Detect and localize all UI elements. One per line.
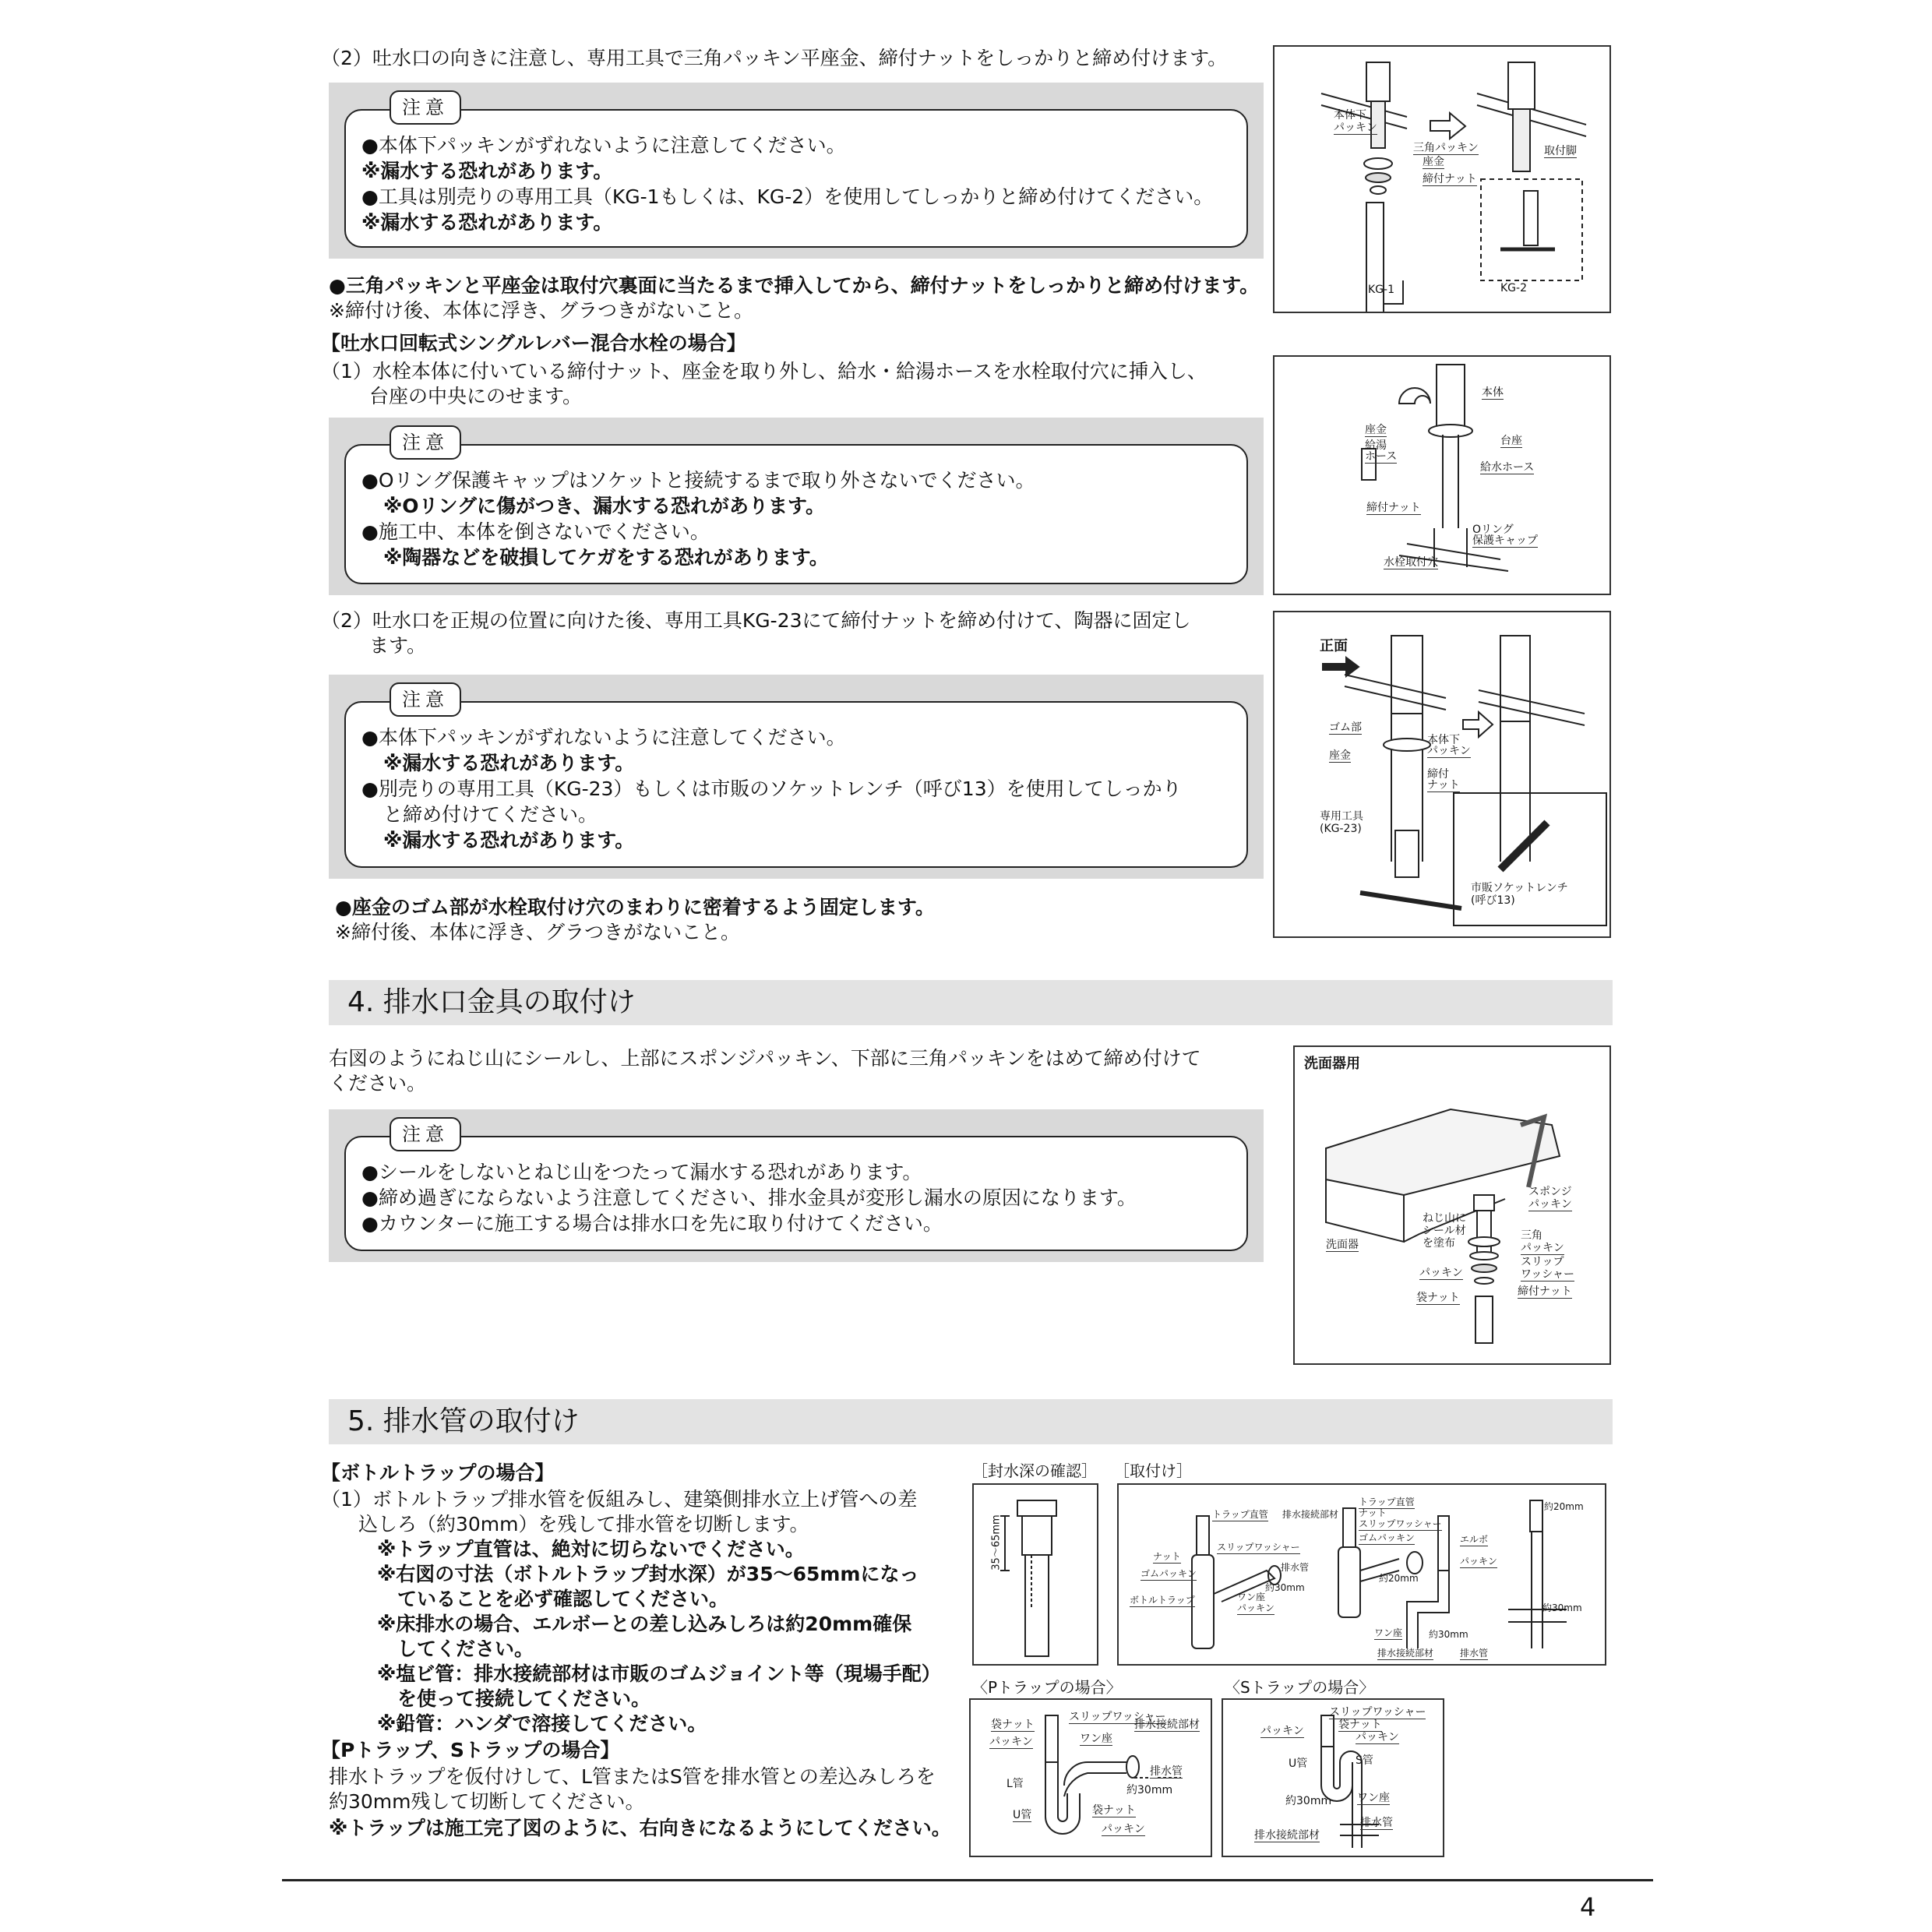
label: 排水接続部材 <box>1377 1648 1434 1659</box>
label: ナット <box>1427 779 1460 791</box>
step1-text: 台座の中央にのせます。 <box>369 385 583 407</box>
label: 袋ナット <box>1338 1719 1382 1731</box>
label: トラップ直管 <box>1212 1509 1268 1520</box>
step2b-text: （2）吐水口を正規の位置に向けた後、専用工具KG-23にて締付ナットを締め付けて、陶器に固定し <box>321 609 1191 632</box>
sec5-note: ※トラップ直管は、絶対に切らないでください。 <box>377 1538 805 1560</box>
label: スリップ <box>1521 1256 1564 1268</box>
label: 約30mm <box>1265 1582 1305 1593</box>
label: パッキン <box>1521 1242 1564 1254</box>
figure-kg23-install <box>1273 611 1611 938</box>
sec4-text: 右図のようにねじ山にシールし、上部にスポンジパッキン、下部に三角パッキンをはめて締め付けて <box>329 1047 1201 1070</box>
label: スポンジ <box>1528 1186 1572 1198</box>
label: 三角 <box>1521 1229 1542 1242</box>
label: 排水管 <box>1281 1562 1310 1573</box>
label: ねじ山に <box>1423 1212 1466 1225</box>
label: 袋ナット <box>991 1719 1035 1731</box>
sec4-text: ください。 <box>329 1072 427 1095</box>
label: パッキン <box>1260 1725 1304 1737</box>
note-text: ※締付け後、本体に浮き、グラつきがないこと。 <box>329 299 753 322</box>
sec5-note: してください。 <box>397 1638 534 1660</box>
sec5-text: 約30mm残して切断してください。 <box>329 1790 645 1813</box>
label: Oリング <box>1472 524 1514 536</box>
figure-rotary-faucet <box>1273 355 1611 595</box>
label: 取付脚 <box>1544 145 1577 157</box>
label: 洗面器 <box>1326 1239 1359 1251</box>
label: パッキン <box>1419 1267 1463 1279</box>
figure-title: ［封水深の確認］ <box>972 1461 1097 1480</box>
caution-line: ●本体下パッキンがずれないように注意してください。 <box>361 726 846 749</box>
figure-seal-depth <box>972 1483 1098 1666</box>
label: パッキン <box>1528 1198 1572 1211</box>
label: S管 <box>1356 1754 1373 1767</box>
label: パッキン <box>1334 122 1377 134</box>
label: 締付ナット <box>1423 173 1477 185</box>
caution-tag: 注意 <box>390 425 461 460</box>
figure-title: ［取付け］ <box>1114 1461 1192 1480</box>
label: 本体 <box>1482 386 1504 399</box>
sec5-note: ※塩ビ管：排水接続部材は市販のゴムジョイント等（現場手配） <box>377 1662 941 1685</box>
section-title: 5. 排水管の取付け <box>347 1405 580 1437</box>
caution-panel-1 <box>329 83 1264 259</box>
step2-text: （2）吐水口の向きに注意し、専用工具で三角パッキン平座金、締付ナットをしっかりと締め付けます。 <box>321 47 1228 69</box>
label: ワン座 <box>1080 1733 1112 1745</box>
footer-rule <box>282 1879 1653 1881</box>
sec5-text: （1）ボトルトラップ排水管を仮組みし、建築側排水立上げ管への差 <box>321 1488 918 1511</box>
label: ワン座 <box>1237 1592 1266 1602</box>
caution-lines <box>361 467 1035 570</box>
label: 給湯 <box>1365 439 1387 452</box>
label: パッキン <box>1237 1602 1274 1613</box>
label: 約20mm <box>1544 1501 1584 1512</box>
label: スリップワッシャー <box>1359 1518 1442 1529</box>
caution-tag: 注意 <box>390 90 461 125</box>
caution-line: ●Oリング保護キャップはソケットと接続するまで取り外さないでください。 <box>361 469 1035 492</box>
label: 袋ナット <box>1416 1292 1460 1304</box>
caution-line: ※陶器などを破損してケガをする恐れがあります。 <box>383 546 829 569</box>
label: 市販ソケットレンチ <box>1471 882 1568 894</box>
seal-depth-drawing <box>974 1485 1097 1664</box>
sec5-note: ※トラップは施工完了図のように、右向きになるようにしてください。 <box>329 1817 951 1839</box>
caution-tag: 注意 <box>390 1117 461 1151</box>
caution-panel-3 <box>329 675 1264 879</box>
sec5-text: 込しろ（約30mm）を残して排水管を切断します。 <box>358 1513 809 1535</box>
caution-line: ●工具は別売りの専用工具（KG-1もしくは、KG-2）を使用してしっかりと締め付けてください。 <box>361 185 1214 208</box>
caution-line: ※Oリングに傷がつき、漏水する恐れがあります。 <box>383 495 826 517</box>
figure-basin-drain <box>1293 1045 1611 1365</box>
label: 水栓取付穴 <box>1384 556 1438 569</box>
caution-line: ●施工中、本体を倒さないでください。 <box>361 520 710 543</box>
rotary-faucet-drawing <box>1274 357 1609 594</box>
caution-line: ●本体下パッキンがずれないように注意してください。 <box>361 134 846 157</box>
sec5-note: ※右図の寸法（ボトルトラップ封水深）が35～65mmになっ <box>377 1563 919 1585</box>
label: 給水ホース <box>1480 461 1535 474</box>
caution-line: ※漏水する恐れがあります。 <box>383 829 635 851</box>
label: 約30mm <box>1429 1629 1468 1640</box>
figure-s-trap <box>1222 1698 1444 1857</box>
sec5-note: ※床排水の場合、エルボーとの差し込みしろは約20mm確保 <box>377 1613 912 1635</box>
label: パッキン <box>989 1736 1033 1748</box>
caution-lines <box>361 1159 1137 1236</box>
label: ボトルトラップ <box>1130 1595 1195 1606</box>
label: パッキン <box>1460 1556 1497 1567</box>
label: (KG-23) <box>1320 823 1362 835</box>
caution-lines <box>361 724 1182 853</box>
label: U管 <box>1013 1809 1032 1821</box>
label: KG-2 <box>1500 282 1527 294</box>
label: ゴム部 <box>1329 721 1362 734</box>
figure-title: 洗面器用 <box>1304 1056 1360 1072</box>
label: U管 <box>1289 1757 1308 1770</box>
figure-title: 〈Sトラップの場合〉 <box>1225 1678 1375 1697</box>
page-number: 4 <box>1580 1892 1596 1922</box>
label: 締付 <box>1427 768 1449 781</box>
label: 袋ナット <box>1092 1804 1136 1817</box>
label: 締付ナット <box>1518 1285 1572 1298</box>
label: パッキン <box>1102 1823 1145 1835</box>
section-title: 4. 排水口金具の取付け <box>347 986 636 1018</box>
label: 約30mm <box>1285 1795 1332 1807</box>
section-4-header <box>329 980 1613 1025</box>
heading-ps: 【Pトラップ、Sトラップの場合】 <box>321 1739 620 1761</box>
figure-bottle-trap-install <box>1117 1483 1606 1666</box>
label: 座金 <box>1365 424 1387 436</box>
caution-line: ※漏水する恐れがあります。 <box>361 160 613 182</box>
label: 正面 <box>1320 638 1348 654</box>
label: 本体下 <box>1334 109 1366 122</box>
label: エルボ <box>1460 1534 1489 1545</box>
note-text: ●三角パッキンと平座金は取付穴裏面に当たるまで挿入してから、締付ナットをしっかりと締め付けます。 <box>329 274 1260 297</box>
label: ナット <box>1153 1551 1181 1562</box>
label: 排水管 <box>1460 1648 1489 1659</box>
label: 専用工具 <box>1320 810 1363 823</box>
label: 約20mm <box>1379 1573 1419 1584</box>
label: 排水接続部材 <box>1254 1829 1320 1842</box>
step1-text: （1）水栓本体に付いている締付ナット、座金を取り外し、給水・給湯ホースを水栓取付穴に挿入し、 <box>321 360 1207 383</box>
label: ワッシャー <box>1521 1268 1575 1281</box>
caution-line: ※漏水する恐れがあります。 <box>361 211 613 234</box>
label: 排水接続部材 <box>1134 1719 1200 1731</box>
heading-rotary: 【吐水口回転式シングルレバー混合水栓の場合】 <box>321 332 746 354</box>
label: ゴムパッキン <box>1359 1532 1415 1543</box>
label: スリップワッシャー <box>1069 1711 1166 1723</box>
label: 保護キャップ <box>1472 534 1538 547</box>
label: ワン座 <box>1357 1792 1390 1804</box>
note-text: ※締付後、本体に浮き、グラつきがないこと。 <box>335 921 740 943</box>
caution-panel-2 <box>329 418 1264 595</box>
label: KG-1 <box>1368 284 1394 296</box>
sec5-note: を使って接続してください。 <box>397 1687 651 1710</box>
caution-line: ●シールをしないとねじ山をつたって漏水する恐れがあります。 <box>361 1161 922 1183</box>
label: 本体下 <box>1427 734 1460 746</box>
label: 排水接続部材 <box>1282 1509 1339 1520</box>
caution-line: と締め付けてください。 <box>383 803 598 826</box>
label: 排水管 <box>1360 1817 1393 1829</box>
figure-title: 〈Pトラップの場合〉 <box>972 1678 1122 1697</box>
label: (呼び13) <box>1471 894 1515 907</box>
label: ナット <box>1359 1507 1387 1518</box>
label: ゴムパッキン <box>1141 1568 1197 1579</box>
label: パッキン <box>1427 745 1471 757</box>
label: を塗布 <box>1423 1237 1455 1250</box>
figure-faucet-tools <box>1273 45 1611 313</box>
caution-line: ※漏水する恐れがあります。 <box>383 752 635 774</box>
label: L管 <box>1007 1778 1024 1790</box>
label: 約30mm <box>1542 1602 1582 1613</box>
note-text: ●座金のゴム部が水栓取付け穴のまわりに密着するよう固定します。 <box>335 896 935 918</box>
dimension-label: 35～65mm <box>990 1514 1003 1571</box>
caution-panel-4 <box>329 1109 1264 1262</box>
label: ワン座 <box>1374 1627 1403 1638</box>
sec5-note: ※鉛管：ハンダで溶接してください。 <box>377 1712 707 1735</box>
label: スリップワッシャー <box>1329 1706 1426 1719</box>
label: 座金 <box>1329 749 1351 762</box>
figure-p-trap <box>969 1698 1212 1857</box>
label: スリップワッシャー <box>1217 1542 1300 1553</box>
caution-line: ●締め過ぎにならないよう注意してください、排水金具が変形し漏水の原因になります。 <box>361 1186 1137 1209</box>
label: 約30mm <box>1126 1784 1173 1796</box>
label: パッキン <box>1356 1731 1399 1743</box>
caution-line: ●カウンターに施工する場合は排水口を先に取り付けてください。 <box>361 1212 943 1235</box>
section-5-header <box>329 1399 1613 1444</box>
label: 台座 <box>1500 435 1522 447</box>
label: 三角パッキン <box>1413 142 1479 154</box>
label: 排水管 <box>1150 1765 1183 1778</box>
caution-lines <box>361 132 1213 235</box>
label: トラップ直管 <box>1359 1497 1415 1507</box>
sec5-text: 排水トラップを仮付けして、L管またはS管を排水管との差込みしろを <box>329 1765 936 1788</box>
label: シール材 <box>1423 1225 1466 1237</box>
label: 締付ナット <box>1366 502 1421 514</box>
step2b-text: ます。 <box>369 634 427 657</box>
heading-bottle: 【ボトルトラップの場合】 <box>321 1461 555 1484</box>
caution-tag: 注意 <box>390 682 461 717</box>
sec5-note: ていることを必ず確認してください。 <box>397 1588 729 1610</box>
label: ホース <box>1365 450 1398 463</box>
label: 座金 <box>1423 156 1444 168</box>
caution-line: ●別売りの専用工具（KG-23）もしくは市販のソケットレンチ（呼び13）を使用してしっかり <box>361 777 1182 800</box>
